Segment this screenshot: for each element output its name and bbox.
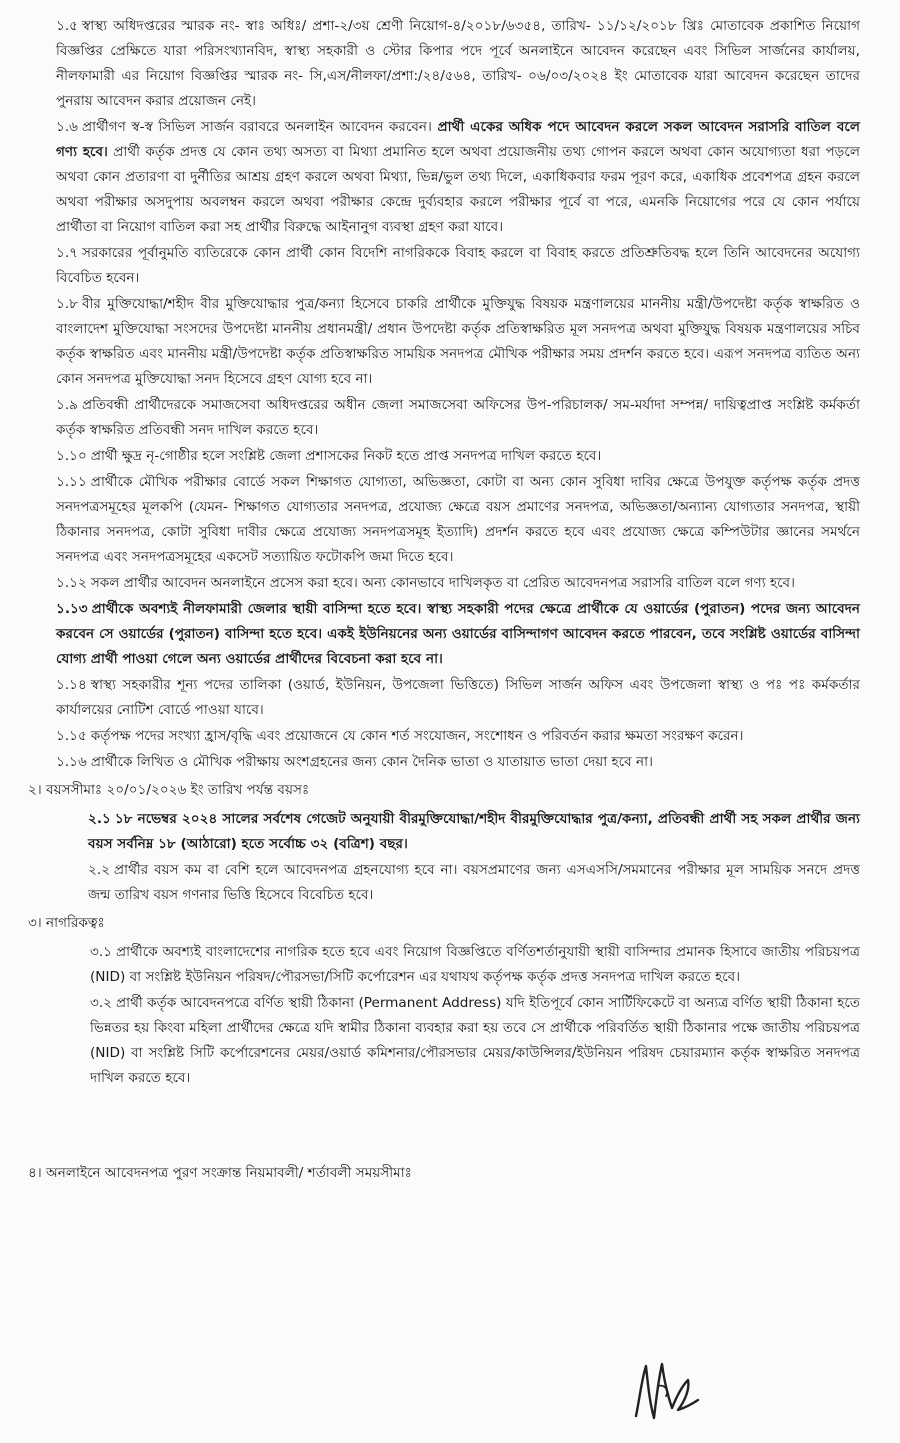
- clause-text: প্রার্থী ক্ষুদ্র নৃ-গোষ্ঠীর হলে সংশ্লিষ্ট জেলা প্রশাসকের নিকট হতে প্রাপ্ত সনদপত্র দাখিল করতে হবে।: [90, 448, 602, 464]
- clause-1-14: [28, 673, 860, 723]
- clause-2-2: [28, 858, 860, 908]
- clause-text: কর্তৃপক্ষ পদের সংখ্যা হ্রাস/বৃদ্ধি এবং প্রয়োজনে যে কোন শর্ত সংযোজন, সংশোধন ও পরিবর্তন করার ক্ষমতা সংরক্ষণ করেন।: [90, 728, 744, 744]
- clause-text-continued: প্রার্থী কর্তৃক প্রদত্ত যে কোন তথ্য অসত্য বা মিথ্যা প্রমানিত হলে অথবা প্রয়োজনীয় তথ্য গোপন করলে অথবা কোন অযোগ্যতা ধরা পড়লে অথবা কোন প্রতারণা বা দুর্নীতির আশ্রয় গ্রহণ করলে অথবা মিথ্যা, ভিন্ন/ভুল তথ্য দিলে, একাধিকবার ফরম পূরণ করে, একাধিক প্রবেশপত্র গ্রহন করলে অথবা পরীক্ষার অসদুপায় অবলম্বন করলে অথবা পরীক্ষার কেন্দ্রে দুর্ব্যবহার করলে পরীক্ষার পূর্বে বা পরে, এমনকি নিয়োগের পরে যে কোন পর্যায়ে প্রার্থীতা বা নিয়োগ বাতিল করা সহ প্রার্থীর বিরুদ্ধে আইনানুগ ব্যবস্থা গ্রহণ করা যাবে।: [56, 144, 860, 235]
- clause-number: ১.১৬: [56, 754, 87, 770]
- clause-1-10: [28, 444, 860, 469]
- clause-text: ১৮ নভেম্বর ২০২৪ সালের সর্বশেষ গেজেট অনুযায়ী বীরমুক্তিযোদ্ধা/শহীদ বীরমুক্তিযোদ্ধার পুত্র/কন্যা, প্রতিবন্ধী প্রার্থী সহ সকল প্রার্থীর জন্য বয়স সর্বনিম্ন ১৮ (আঠারো) হতে সর্বোচ্চ ৩২ (বত্রিশ) বছর।: [88, 811, 860, 852]
- clause-3-2: [28, 991, 860, 1091]
- clause-number: ১.৫: [56, 18, 78, 34]
- clause-number: ২.২: [88, 862, 110, 878]
- clause-number: ১.১৪: [56, 677, 87, 693]
- clause-number: ১.৯: [56, 397, 78, 413]
- clause-text: প্রার্থীকে লিখিত ও মৌখিক পরীক্ষায় অংশগ্রহনের জন্য কোন দৈনিক ভাতা ও যাতায়াত ভাতা দেয়া হবে না।: [90, 754, 653, 770]
- clause-text: প্রার্থীর বয়স কম বা বেশি হলে আবেদনপত্র গ্রহনযোগ্য হবে না। বয়সপ্রমাণের জন্য এসএসসি/সমমানের পরীক্ষার মূল সাময়িক সনদে প্রদত্ত জন্ম তারিখ বয়স গণনার ভিত্তি হিসেবে বিবেচিত হবে।: [88, 862, 860, 903]
- clause-number: ১.১৩: [56, 601, 88, 617]
- clause-1-12: [28, 571, 860, 596]
- clause-text: বীর মুক্তিযোদ্ধা/শহীদ বীর মুক্তিযোদ্ধার পুত্র/কন্যা হিসেবে চাকরি প্রার্থীকে মুক্তিযুদ্ধ বিষয়ক মন্ত্রণালয়ের মাননীয় মন্ত্রী/উপদেষ্টা কর্তৃক স্বাক্ষরিত ও বাংলাদেশ মুক্তিযোদ্ধা সংসদের উপদেষ্টা মাননীয় প্রধানমন্ত্রী/ প্রধান উপদেষ্টা কর্তৃক প্রতিস্বাক্ষরিত মূল সনদপত্র অথবা মুক্তিযুদ্ধ বিষয়ক মন্ত্রণালয়ের সচিব কর্তৃক স্বাক্ষরিত এবং মাননীয় মন্ত্রী/উপদেষ্টা কর্তৃক প্রতিস্বাক্ষরিত সাময়িক সনদপত্র মৌখিক পরীক্ষার সময় প্রদর্শন করতে হবে। এরূপ সনদপত্র ব্যতিত অন্য কোন সনদপত্র মুক্তিযোদ্ধা সনদ হিসেবে গ্রহণ যোগ্য হবে না।: [56, 296, 860, 387]
- clause-1-11: [28, 470, 860, 570]
- clause-1-5: [28, 14, 860, 114]
- clause-number: ১.১১: [56, 474, 87, 490]
- clause-1-6: [28, 115, 860, 240]
- clause-1-15: [28, 724, 860, 749]
- clause-text: প্রতিবন্ধী প্রার্থীদেরকে সমাজসেবা অধিদপ্তরের অধীন জেলা সমাজসেবা অফিসের উপ-পরিচালক/ সম-মর্যাদা সম্পন্ন/ দায়িত্বপ্রাপ্ত সংশ্লিষ্ট কর্মকর্তা কর্তৃক স্বাক্ষরিত প্রতিবন্ধী সনদ দাখিল করতে হবে।: [56, 397, 860, 438]
- clause-1-13: [28, 597, 860, 672]
- clause-number: ২.১: [88, 811, 111, 827]
- section-4-heading: ৪। অনলাইনে আবেদনপত্র পুরণ সংক্রান্ত নিয়মাবলী/ শর্তাবলী সময়সীমাঃ: [28, 1165, 412, 1181]
- clause-number: ১.৭: [56, 245, 78, 261]
- section-2-heading: ২। বয়সসীমাঃ ২০/০১/২০২৬ ইং তারিখ পর্যন্ত বয়সঃ: [28, 782, 310, 798]
- clause-number: ৩.১: [90, 944, 112, 960]
- clause-text: প্রার্থীগণ স্ব-স্ব সিভিল সার্জন বরাবরে অনলাইন আবেদন করবেন।: [81, 119, 432, 135]
- clause-1-9: [28, 393, 860, 443]
- clause-text: স্বাস্থ্য অধিদপ্তরের স্মারক নং- স্বাঃ অধিঃ/ প্রশা-২/৩য় শ্রেণী নিয়োগ-৪/২০১৮/৬৩৫৪, তারিখ- ১১/১২/২০১৮ খ্রিঃ মোতাবেক প্রকাশিত নিয়োগ বিজ্ঞপ্তির প্রেক্ষিতে যারা পরিসংখ্যানবিদ, স্বাস্থ্য সহকারী ও স্টোর কিপার পদে পূর্বে অনলাইনে আবেদন করেছেন এবং সিভিল সার্জনের কার্যালয়, নীলফামারী এর নিয়োগ বিজ্ঞপ্তির স্মারক নং- সি,এস/নীলফা/প্রশা:/২৪/৫৬৪, তারিখ- ০৬/০৩/২০২৪ ইং মোতাবেক যারা আবেদন করেছেন তাদের পুনরায় আবেদন করার প্রয়োজন নেই।: [56, 18, 860, 109]
- clause-bold-text: প্রার্থী একের অধিক পদে আবেদন করলে সকল আবেদন সরাসরি বাতিল বলে গণ্য হবে।: [56, 119, 860, 160]
- clause-1-16: [28, 750, 860, 775]
- clause-number: ১.১২: [56, 575, 87, 591]
- clause-text: প্রার্থীকে অবশ্যই নীলফামারী জেলার স্থায়ী বাসিন্দা হতে হবে। স্বাস্থ্য সহকারী পদের ক্ষেত্রে প্রার্থীকে যে ওয়ার্ডের (পুরাতন) পদের জন্য আবেদন করবেন সে ওয়ার্ডের (পুরাতন) বাসিন্দা হতে হবে। একই ইউনিয়নের অন্য ওয়ার্ডের বাসিন্দাগণ আবেদন করতে পারবেন, তবে সংশ্লিষ্ট ওয়ার্ডের বাসিন্দা যোগ্য প্রার্থী পাওয়া গেলে অন্য ওয়ার্ডের প্রার্থীদের বিবেচনা করা হবে না।: [56, 601, 860, 667]
- clause-number: ১.১০: [56, 448, 87, 464]
- clause-number: ১.৮: [56, 296, 78, 312]
- clause-number: ১.৬: [56, 119, 78, 135]
- signature-mark: [628, 1356, 704, 1428]
- clause-text: প্রার্থী কর্তৃক আবেদনপত্রে বর্ণিত স্থায়ী ঠিকানা (Permanent Address) যদি ইতিপূর্বে কোন সার্টিফিকেটে বা অন্যত্র বর্ণিত স্থায়ী ঠিকানা হতে ভিন্নতর হয় কিংবা মহিলা প্রার্থীদের ক্ষেত্রে যদি স্বামীর ঠিকানা ব্যবহার করা হয় তবে সে প্রার্থীকে পরিবর্তিত স্থায়ী ঠিকানার পক্ষে জাতীয় পরিচয়পত্র (NID) বা সংশ্লিষ্ট সিটি কর্পোরেশনের মেয়র/ওয়ার্ড কমিশনার/পৌরসভার মেয়র/কাউন্সিলর/ইউনিয়ন পরিষদ চেয়ারম্যান কর্তৃক স্বাক্ষরিত সনদপত্র দাখিল করতে হবে।: [90, 995, 860, 1086]
- clause-1-8: [28, 292, 860, 392]
- clause-1-7: [28, 241, 860, 291]
- section-3-heading: ৩। নাগরিকত্বঃ: [28, 915, 105, 931]
- clause-number: ১.১৫: [56, 728, 87, 744]
- clause-2-1: [28, 807, 860, 857]
- clause-text: সকল প্রার্থীর আবেদন অনলাইনে প্রসেস করা হবে। অন্য কোনভাবে দাখিলকৃত বা প্রেরিত আবেদনপত্র সরাসরি বাতিল বলে গণ্য হবে।: [90, 575, 795, 591]
- clause-text: সরকারের পূর্বানুমতি ব্যতিরেকে কোন প্রার্থী কোন বিদেশি নাগরিককে বিবাহ করলে বা বিবাহ করতে প্রতিশ্রুতিবদ্ধ হলে তিনি আবেদনের অযোগ্য বিবেচিত হবেন।: [56, 245, 860, 286]
- clause-text: প্রার্থীকে অবশ্যই বাংলাদেশের নাগরিক হতে হবে এবং নিয়োগ বিজ্ঞপ্তিতে বর্ণিতশর্তানুযায়ী স্থায়ী বাসিন্দার প্রমানক হিসাবে জাতীয় পরিচয়পত্র (NID) বা সংশ্লিষ্ট ইউনিয়ন পরিষদ/পৌরসভা/সিটি কর্পোরেশন এর যথাযথ কর্তৃপক্ষ কর্তৃক প্রদত্ত সনদপত্র দাখিল করতে হবে।: [90, 944, 860, 985]
- clause-3-1: [28, 940, 860, 990]
- clause-number: ৩.২: [90, 995, 112, 1011]
- clause-text: স্বাস্থ্য সহকারীর শূন্য পদের তালিকা (ওয়ার্ড, ইউনিয়ন, উপজেলা ভিত্তিতে) সিভিল সার্জন অফিস এবং উপজেলা স্বাস্থ্য ও পঃ পঃ কর্মকর্তার কার্যালয়ের নোটিশ বোর্ডে পাওয়া যাবে।: [56, 677, 860, 718]
- clause-text: প্রার্থীকে মৌখিক পরীক্ষার বোর্ডে সকল শিক্ষাগত যোগ্যতা, অভিজ্ঞতা, কোটা বা অন্য কোন সুবিধা দাবির ক্ষেত্রে উপযুক্ত কর্তৃপক্ষ কর্তৃক প্রদত্ত সনদপত্রসমূহের মূলকপি (যেমন- শিক্ষাগত যোগ্যতার সনদপত্র, প্রযোজ্য ক্ষেত্রে বয়স প্রমাণের সনদপত্র, অভিজ্ঞতা/অন্যান্য যোগ্যতার সনদপত্র, স্থায়ী ঠিকানার সনদপত্র, কোটা সুবিধা দাবীর ক্ষেত্রে প্রযোজ্য সনদপত্রসমূহ ইত্যাদি) প্রদর্শন করতে হবে এবং প্রযোজ্য ক্ষেত্রে কম্পিউটার জ্ঞানের সমর্থনে সনদপত্র এবং সনদপত্রসমূহের একসেট সত্যায়িত ফটোকপি জমা দিতে হবে।: [56, 474, 860, 565]
